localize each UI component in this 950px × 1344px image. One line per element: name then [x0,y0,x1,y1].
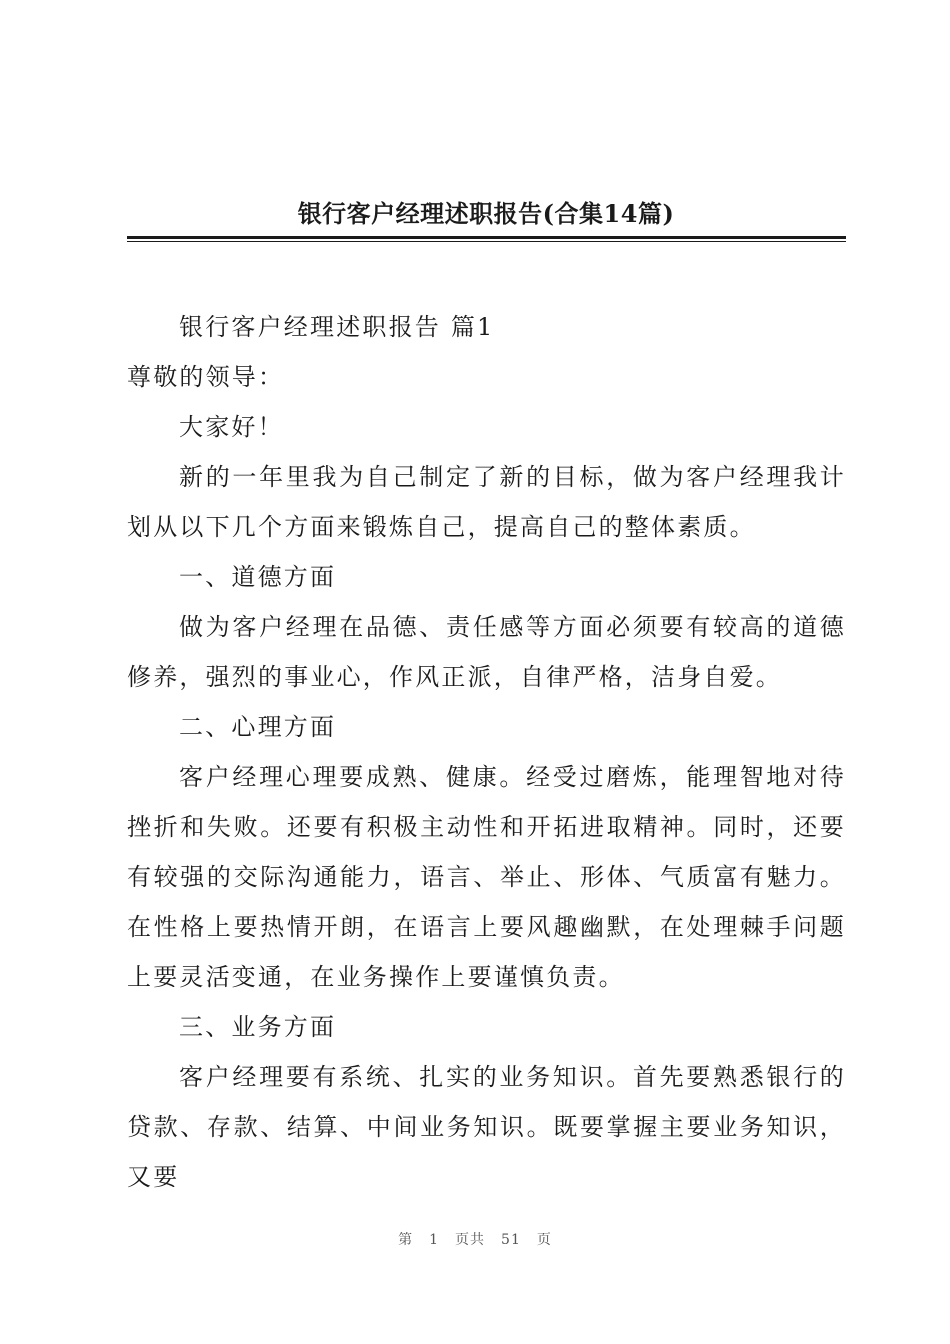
footer-total-pages: 51 [501,1232,521,1248]
subheading: 三、业务方面 [179,1013,337,1041]
section-heading: 银行客户经理述职报告 篇1 [179,313,495,341]
paragraph: 做为客户经理在品德、责任感等方面必须要有较高的道德修养，强烈的事业心，作风正派，自律严格，洁身自爱。 [127,613,846,691]
subheading: 二、心理方面 [179,713,337,741]
footer-current-page: 1 [429,1232,440,1248]
footer-label-total: 页共 [455,1232,486,1248]
page-footer [0,1229,950,1249]
salutation: 尊敬的领导： [127,363,285,391]
paragraph: 新的一年里我为自己制定了新的目标，做为客户经理我计划从以下几个方面来锻炼自己，提高自己的整体素质。 [127,463,846,541]
greeting: 大家好！ [179,413,284,441]
footer-label-page: 第 [398,1232,414,1248]
paragraph: 客户经理心理要成熟、健康。经受过磨炼，能理智地对待挫折和失败。还要有积极主动性和开拓进取精神。同时，还要有较强的交际沟通能力，语言、举止、形体、气质富有魅力。在性格上要热情开朗，在语言上要风趣幽默，在处理棘手问题上要灵活变通，在业务操作上要谨慎负责。 [127,763,846,991]
document-body [127,302,846,1202]
paragraph: 客户经理要有系统、扎实的业务知识。首先要熟悉银行的贷款、存款、结算、中间业务知识。既要掌握主要业务知识，又要 [127,1063,846,1191]
footer-label-end: 页 [536,1232,552,1248]
title-rule-thin [127,241,846,242]
document-title: 银行客户经理述职报告(合集14篇) [297,199,675,228]
title-rule-thick [127,236,846,239]
subheading: 一、道德方面 [179,563,337,591]
